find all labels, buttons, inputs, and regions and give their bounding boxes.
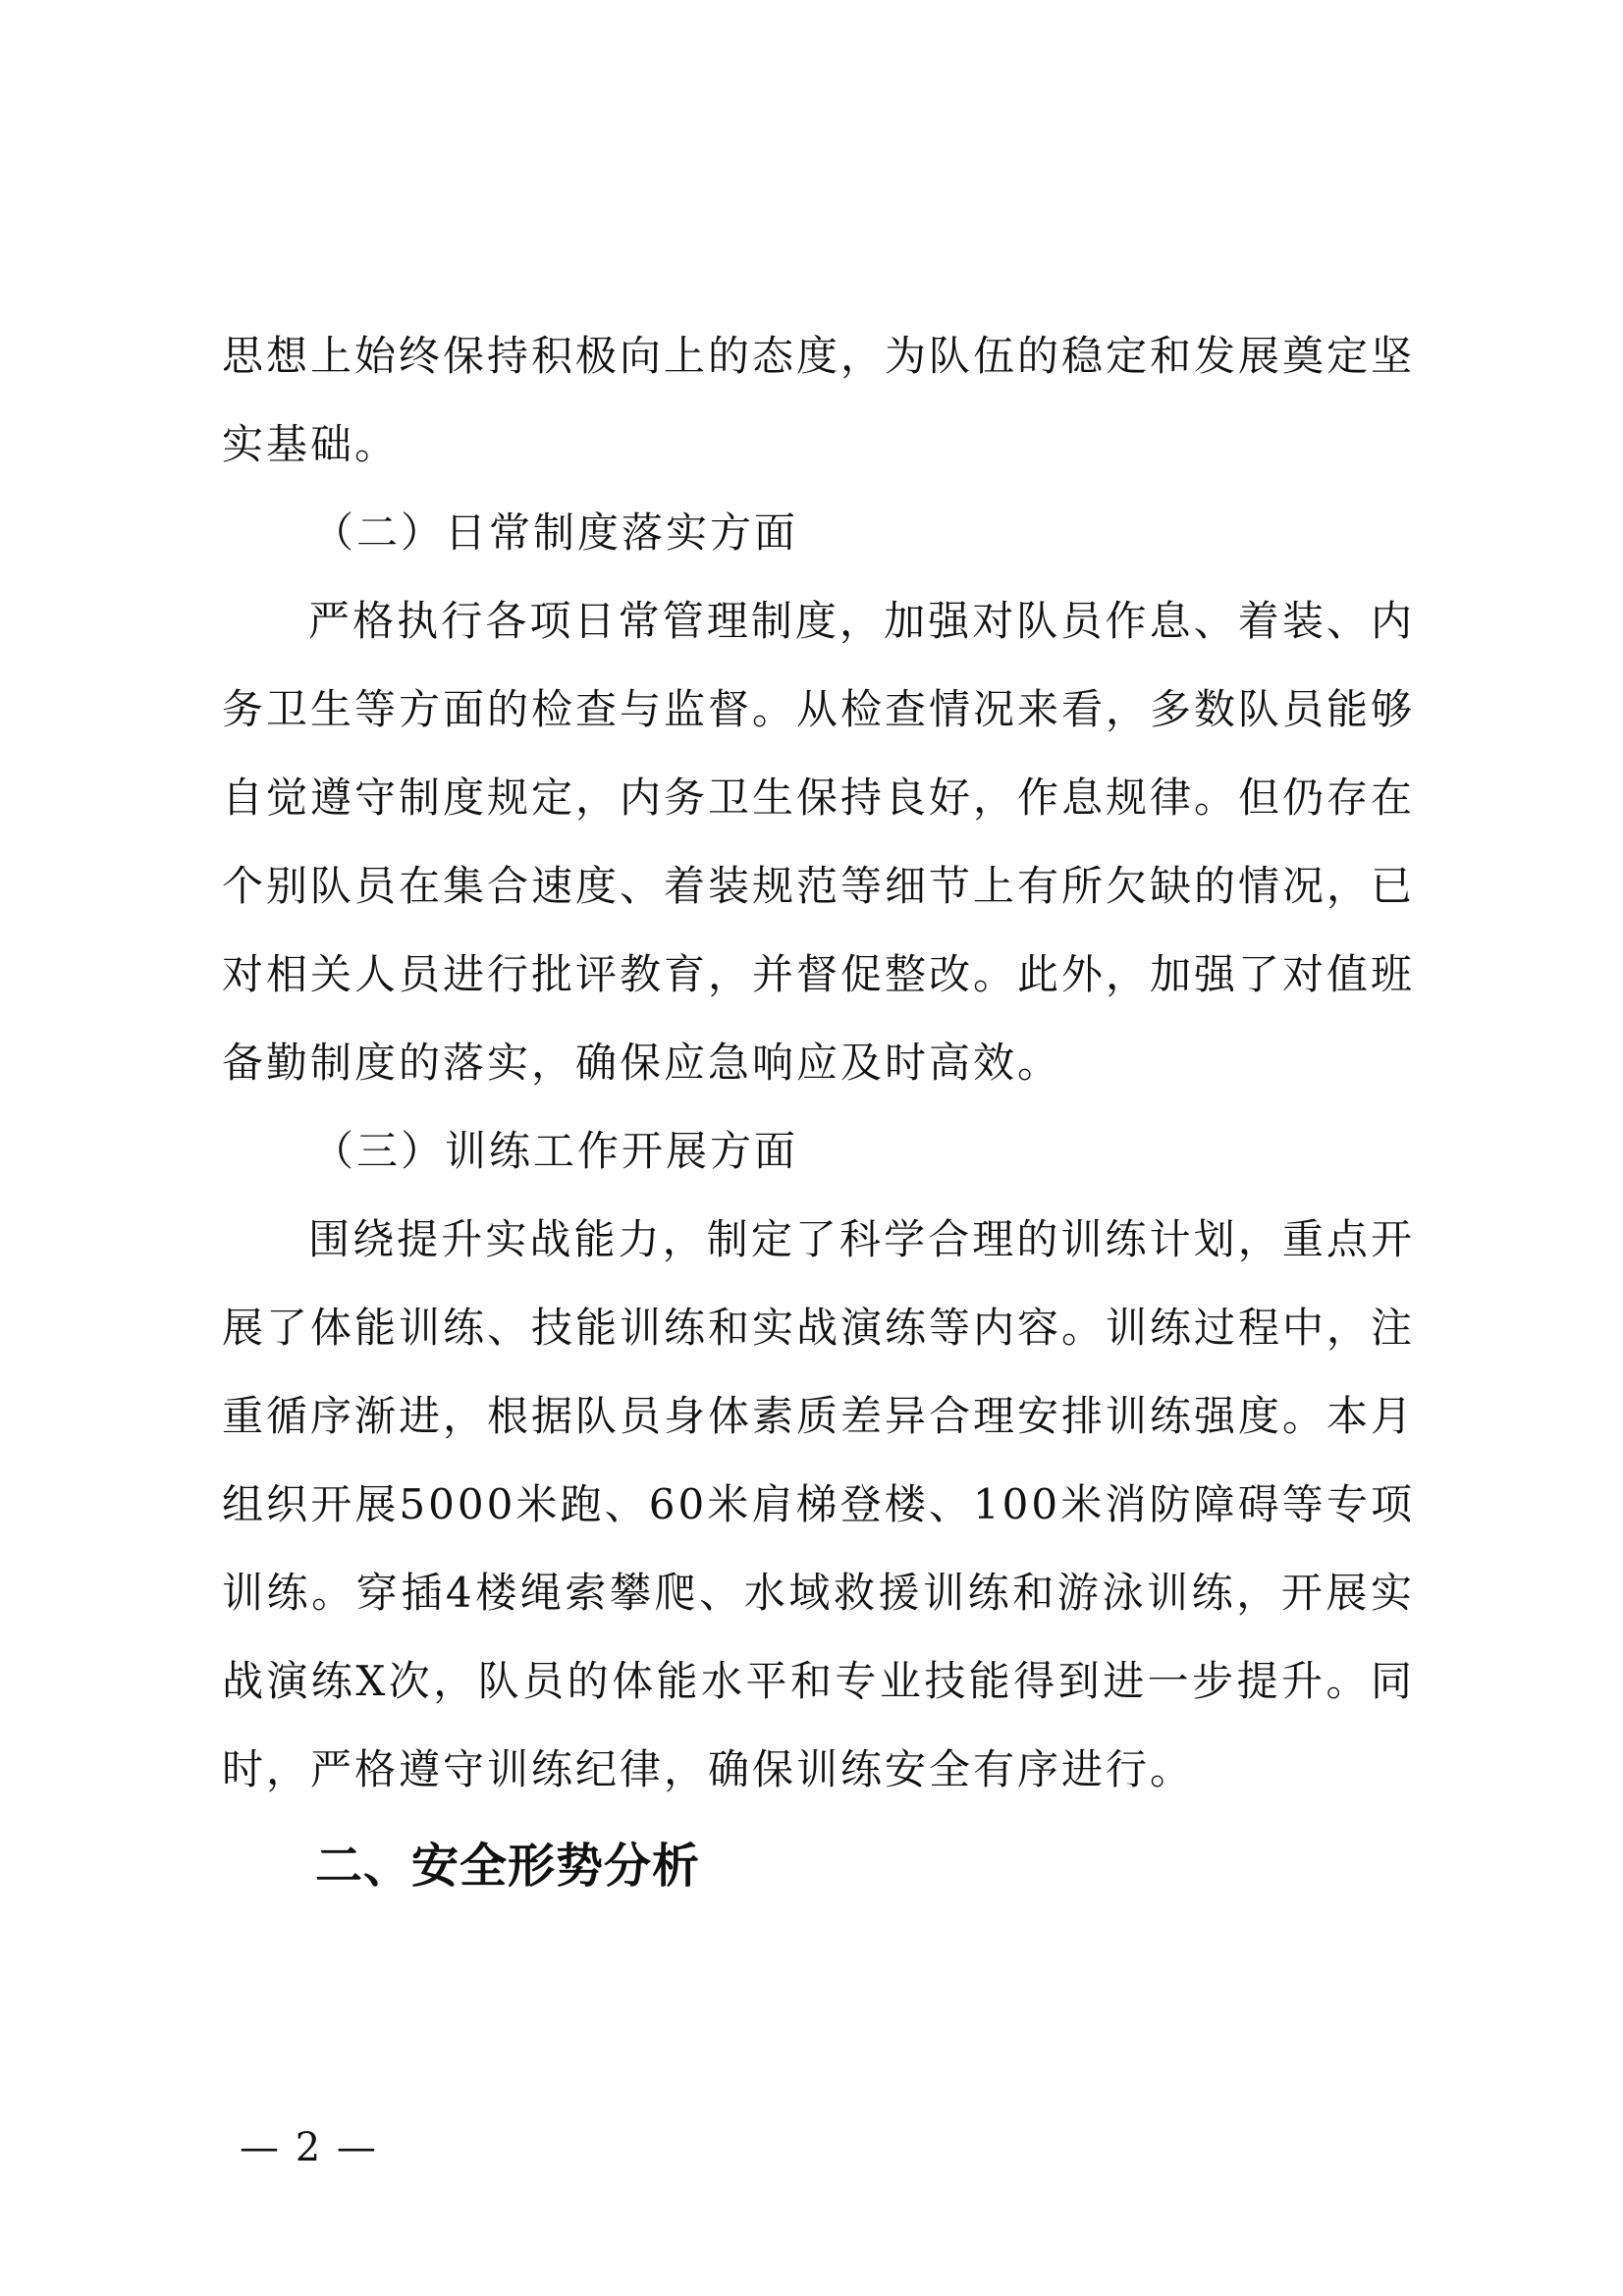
section-title-daily-system: （二）日常制度落实方面 xyxy=(312,508,799,557)
heading-safety-analysis: 二、安全形势分析 xyxy=(315,1839,701,1894)
document-body xyxy=(222,312,1415,1910)
section-title-training: （三）训练工作开展方面 xyxy=(312,1127,799,1175)
page-number: — 2 — xyxy=(240,2125,378,2170)
paragraph-training: 围绕提升实战能力，制定了科学合理的训练计划，重点开展了体能训练、技能训练和实战演练等内容。训练过程中，注重循序渐进，根据队员身体素质差异合理安排训练强度。本月组织开展5000米跑、60米肩梯登楼、100米消防障碍等专项训练。穿插4楼绳索攀爬、水域救援训练和游泳训练，开展实战演练X次，队员的体能水平和专业技能得到进一步提升。同时，严格遵守训练纪律，确保训练安全有序进行。 xyxy=(222,1215,1416,1793)
paragraph-continued: 思想上始终保持积极向上的态度，为队伍的稳定和发展奠定坚实基础。 xyxy=(222,332,1416,468)
paragraph-daily-system: 严格执行各项日常管理制度，加强对队员作息、着装、内务卫生等方面的检查与监督。从检查情况来看，多数队员能够自觉遵守制度规定，内务卫生保持良好，作息规律。但仍存在个别队员在集合速度、着装规范等细节上有所欠缺的情况，已对相关人员进行批评教育，并督促整改。此外，加强了对值班备勤制度的落实，确保应急响应及时高效。 xyxy=(222,597,1416,1087)
